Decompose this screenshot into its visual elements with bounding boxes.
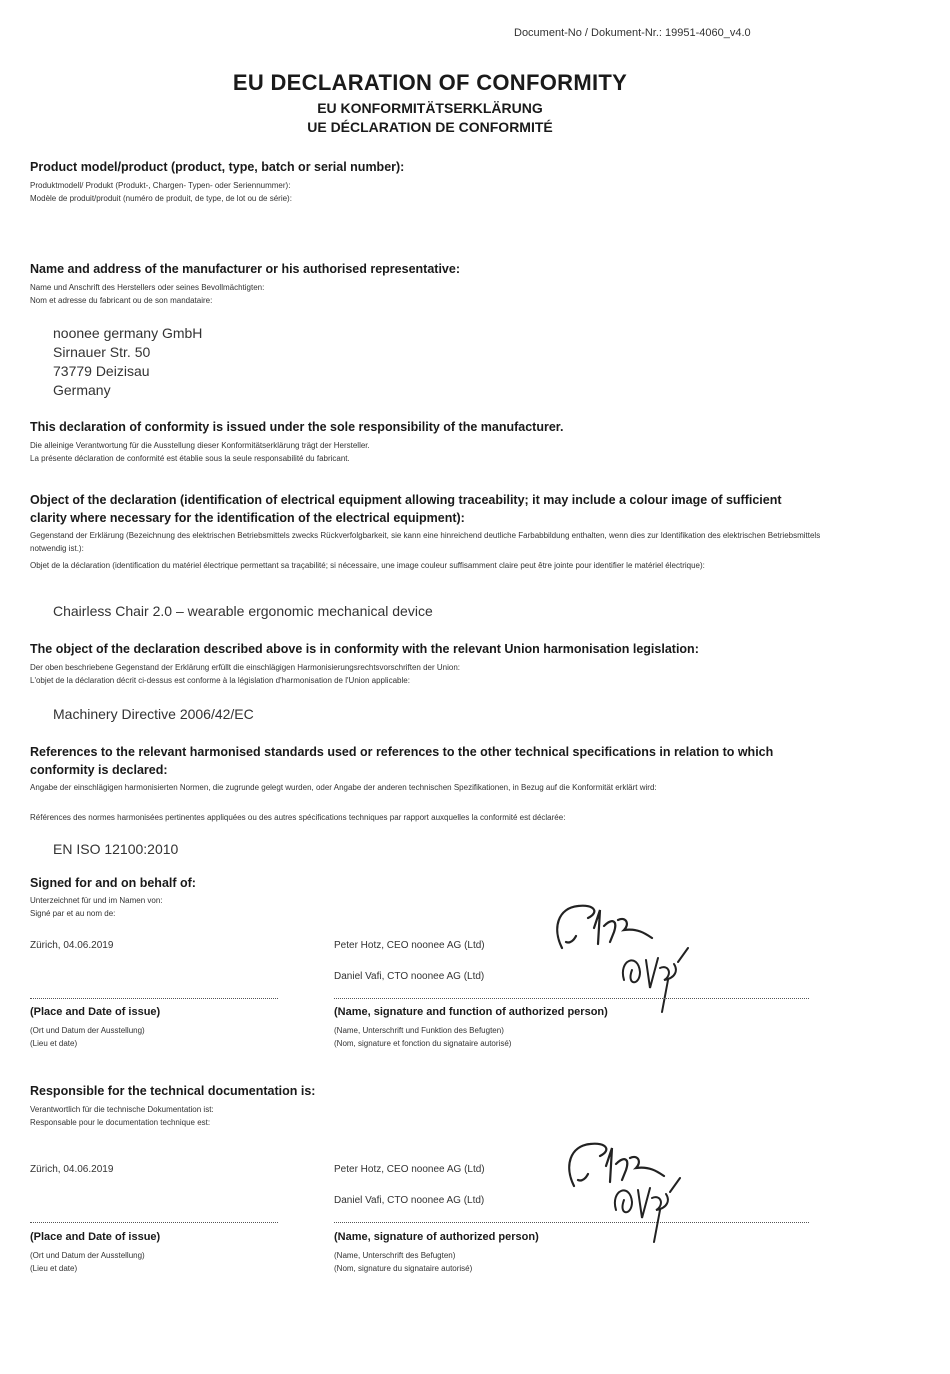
title-fr: UE DÉCLARATION DE CONFORMITÉ <box>307 119 553 135</box>
signed-signer-2: Daniel Vafi, CTO noonee AG (Ltd) <box>334 971 485 982</box>
signed-place-date: Zürich, 04.06.2019 <box>30 940 114 951</box>
signed-right-de: (Name, Unterschrift und Funktion des Befugten) <box>334 1026 504 1035</box>
technical-right-line <box>334 1222 809 1223</box>
responsibility-de: Die alleinige Verantwortung für die Ausstellung dieser Konformitätserklärung trägt der Hersteller. <box>30 441 370 450</box>
manufacturer-street: Sirnauer Str. 50 <box>53 344 151 360</box>
product-model-de: Produktmodell/ Produkt (Produkt-, Chargen- Typen- oder Seriennummer): <box>30 181 291 190</box>
conformity-heading: The object of the declaration described above is in conformity with the relevant Union harmonisation legislation: <box>30 642 699 656</box>
object-value: Chairless Chair 2.0 – wearable ergonomic mechanical device <box>53 603 433 619</box>
technical-left-line <box>30 1222 278 1223</box>
conformity-fr: L'objet de la déclaration décrit ci-dessus est conforme à la législation d'harmonisation de l'Union applicable: <box>30 676 410 685</box>
technical-right-de: (Name, Unterschrift des Befugten) <box>334 1251 456 1260</box>
technical-left-label: (Place and Date of issue) <box>30 1231 161 1243</box>
signed-left-label: (Place and Date of issue) <box>30 1006 161 1018</box>
title-de: EU KONFORMITÄTSERKLÄRUNG <box>317 100 543 116</box>
product-model-fr: Modèle de produit/produit (numéro de produit, de type, de lot ou de série): <box>30 194 292 203</box>
technical-de: Verantwortlich für die technische Dokumentation ist: <box>30 1105 214 1114</box>
technical-signer-1: Peter Hotz, CEO noonee AG (Ltd) <box>334 1164 485 1175</box>
product-model-heading: Product model/product (product, type, batch or serial number): <box>30 160 405 174</box>
technical-left-de: (Ort und Datum der Ausstellung) <box>30 1251 145 1260</box>
title-en: EU DECLARATION OF CONFORMITY <box>232 70 628 95</box>
signed-right-line <box>334 998 809 999</box>
manufacturer-de: Name und Anschrift des Herstellers oder seines Bevollmächtigten: <box>30 283 265 292</box>
object-heading: Object of the declaration (identification of electrical equipment allowing traceability; it may include a colour image of sufficient clarity where necessary for the identification of the electrical equipment): <box>30 493 782 525</box>
object-de: Gegenstand der Erklärung (Bezeichnung des elektrischen Betriebsmittels zwecks Rückverfolgbarkeit, sie kann eine hinreichend deutliche Farbabbildung enthalten, wenn dies zur Identifikation des elektrischen Betriebsmittels notwendig ist.): <box>30 531 821 553</box>
responsibility-fr: La présente déclaration de conformité est établie sous la seule responsabilité du fabricant. <box>30 454 350 463</box>
manufacturer-city: 73779 Deizisau <box>53 363 150 379</box>
document-number: Document-No / Dokument-Nr.: 19951-4060_v4.0 <box>514 27 751 39</box>
technical-place-date: Zürich, 04.06.2019 <box>30 1164 114 1175</box>
technical-heading: Responsible for the technical documentation is: <box>30 1084 316 1098</box>
manufacturer-name: noonee germany GmbH <box>53 325 203 341</box>
standards-fr: Références des normes harmonisées pertinentes appliquées ou des autres spécifications techniques par rapport auxquelles la conformité est déclarée: <box>30 813 566 822</box>
object-fr: Objet de la déclaration (identification du matériel électrique permettant sa traçabilité; si nécessaire, une image couleur suffisamment claire peut être jointe pour identifier le matériel électrique): <box>30 561 705 570</box>
manufacturer-fr: Nom et adresse du fabricant ou de son mandataire: <box>30 296 213 305</box>
signed-de: Unterzeichnet für und im Namen von: <box>30 896 163 905</box>
responsibility-heading: This declaration of conformity is issued under the sole responsibility of the manufacturer. <box>30 420 564 434</box>
technical-fr: Responsable pour le documentation technique est: <box>30 1118 211 1127</box>
signed-left-fr: (Lieu et date) <box>30 1039 78 1048</box>
conformity-de: Der oben beschriebene Gegenstand der Erklärung erfüllt die einschlägigen Harmonisierungsrechtsvorschriften der Union: <box>30 663 461 672</box>
technical-signer-2: Daniel Vafi, CTO noonee AG (Ltd) <box>334 1195 485 1206</box>
technical-right-fr: (Nom, signature du signataire autorisé) <box>334 1264 473 1273</box>
manufacturer-country: Germany <box>53 382 111 398</box>
signed-right-label: (Name, signature and function of authorized person) <box>334 1006 608 1018</box>
standards-de: Angabe der einschlägigen harmonisierten Normen, die zugrunde gelegt wurden, oder Angabe der anderen technischen Spezifikationen, in Bezug auf die Konformität erklärt wird: <box>30 783 657 792</box>
manufacturer-heading: Name and address of the manufacturer or his authorised representative: <box>30 262 460 276</box>
standards-value: EN ISO 12100:2010 <box>53 841 179 857</box>
conformity-value: Machinery Directive 2006/42/EC <box>53 706 254 722</box>
technical-right-label: (Name, signature of authorized person) <box>334 1231 539 1243</box>
signed-heading: Signed for and on behalf of: <box>30 876 196 890</box>
signed-left-line <box>30 998 278 999</box>
signed-left-de: (Ort und Datum der Ausstellung) <box>30 1026 145 1035</box>
signed-fr: Signé par et au nom de: <box>30 909 116 918</box>
signature-vafi-2 <box>610 1170 690 1250</box>
standards-heading: References to the relevant harmonised standards used or references to the other technical specifications in relation to which conformity is declared: <box>30 745 774 777</box>
signed-right-fr: (Nom, signature et fonction du signataire autorisé) <box>334 1039 512 1048</box>
signature-vafi-1 <box>618 940 698 1020</box>
signed-signer-1: Peter Hotz, CEO noonee AG (Ltd) <box>334 940 485 951</box>
technical-left-fr: (Lieu et date) <box>30 1264 78 1273</box>
manufacturer-address <box>53 324 202 400</box>
